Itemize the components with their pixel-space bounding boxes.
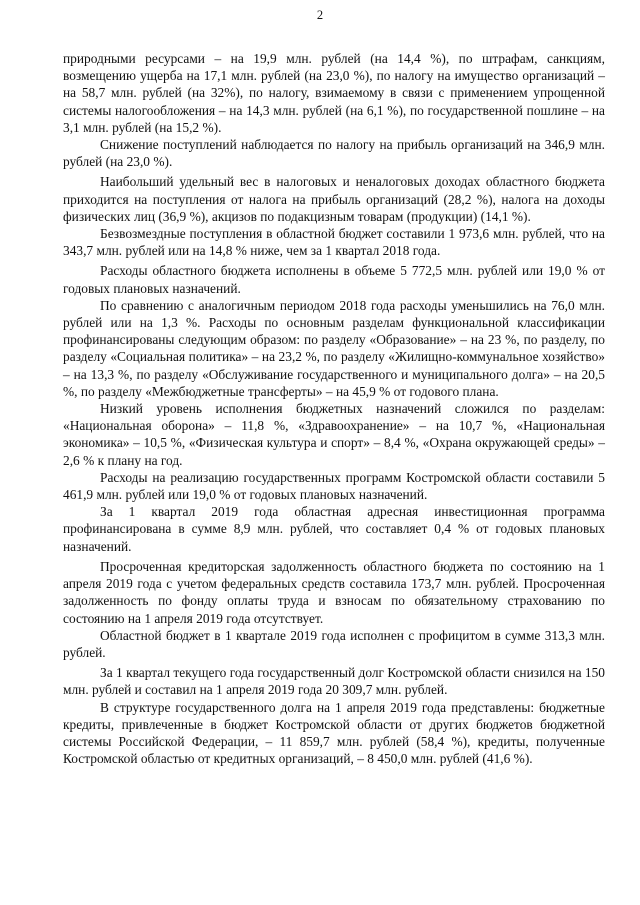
paragraph-overdue-payables: Просроченная кредиторская задолженность областного бюджета по состоянию на 1 апреля 2019 года с учетом федеральных средств составила 173,7 млн. рублей. Просроченная задолженность по фонду оплаты труда и взносам по обязательному страхованию по состоянию на 1 апреля 2019 года отсутствует. <box>63 558 605 626</box>
paragraph-revenue-structure: Наибольший удельный вес в налоговых и неналоговых доходах областного бюджета приходится на поступления от налога на прибыль организаций (28,2 %), налога на доходы физических лиц (36,9 %), акцизов по подакцизным товарам (продукции) (14,1 %). <box>63 174 605 224</box>
paragraph-low-execution: Низкий уровень исполнения бюджетных назначений сложился по разделам: «Национальная оборона» – 11,8 %, «Здравоохранение» – на 10,7 %, «Национальная экономика» – 10,5 %, «Физическая культура и спорт» – 8,4 %, «Охрана окружающей среды» – 2,6 % к плану на год. <box>63 401 605 468</box>
paragraph-expenditures-total: Расходы областного бюджета исполнены в объеме 5 772,5 млн. рублей или 19,0 % от годовых плановых назначений. <box>63 263 605 296</box>
paragraph-budget-surplus: Областной бюджет в 1 квартале 2019 года исполнен с профицитом в сумме 313,3 млн. рублей. <box>63 627 605 660</box>
paragraph-gratuitous-receipts: Безвозмездные поступления в областной бюджет составили 1 973,6 млн. рублей, что на 343,7 млн. рублей или на 14,8 % ниже, чем за 1 квартал 2018 года. <box>63 226 605 259</box>
paragraph-state-programs: Расходы на реализацию государственных программ Костромской области составили 5 461,9 млн. рублей или 19,0 % от годовых плановых назначений. <box>63 469 605 503</box>
paragraph-profit-tax-decrease: Снижение поступлений наблюдается по налогу на прибыль организаций на 346,9 млн. рублей (на 23,0 %). <box>63 137 605 170</box>
paragraph-investment-program: За 1 квартал 2019 года областная адресная инвестиционная программа профинансирована в сумме 8,9 млн. рублей, что составляет 0,4 % от годовых плановых назначений. <box>63 504 605 554</box>
paragraph-debt-structure: В структуре государственного долга на 1 апреля 2019 года представлены: бюджетные кредиты, привлеченные в бюджет Костромской области от других бюджетов бюджетной системы Российской Федерации, – 11 859,7 млн. рублей (58,4 %), кредиты, полученные Костромской областью от кредитных организаций, – 8 450,0 млн. рублей (41,6 %). <box>63 699 605 767</box>
document-body <box>63 50 605 767</box>
paragraph-nonmarket-revenues: природными ресурсами – на 19,9 млн. рублей (на 14,4 %), по штрафам, санкциям, возмещению ущерба на 17,1 млн. рублей (на 23,0 %), по налогу на имущество организаций – на 58,7 млн. рублей (на 32%), по налогу, взимаемому в связи с применением упрощенной системы налогообложения – на 14,3 млн. рублей (на 6,1 %), по государственной пошлине – на 3,1 млн. рублей (на 15,2 %). <box>63 51 605 135</box>
paragraph-state-debt: За 1 квартал текущего года государственный долг Костромской области снизился на 150 млн. рублей и составил на 1 апреля 2019 года 20 309,7 млн. рублей. <box>63 665 605 698</box>
paragraph-expenditures-by-section: По сравнению с аналогичным периодом 2018 года расходы уменьшились на 76,0 млн. рублей или на 1,3 %. Расходы по основным разделам функциональной классификации профинансированы следующим образом: по разделу «Образование» – на 23 %, по разделу, по разделу «Социальная политика» – на 23,2 %, по разделу «Жилищно-коммунальное хозяйство» – на 13,3 %, по разделу «Обслуживание государственного и муниципального долга» – на 20,5 %, по разделу «Межбюджетные трансферты» – на 45,9 % от годового плана. <box>63 297 605 399</box>
page-number: 2 <box>316 8 324 22</box>
